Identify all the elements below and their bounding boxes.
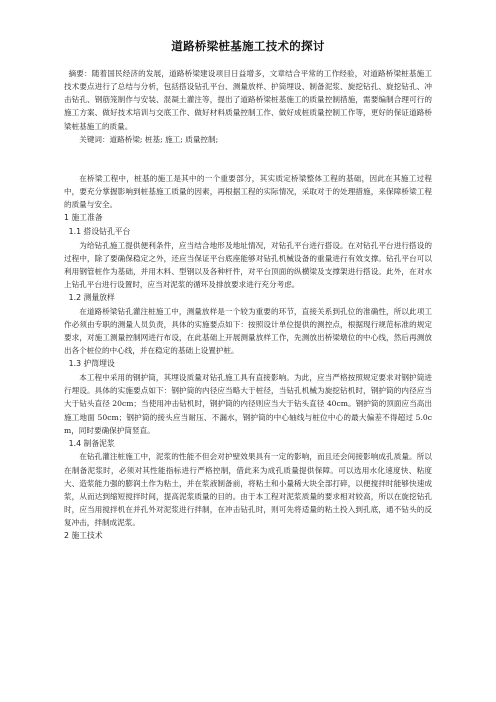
paragraph-1-1: 为给钻孔施工提供便利条件，应当结合地形及地址情况，对钻孔平台进行搭设。在对钻孔平台进行搭设的过程中，除了要确保稳定之外，还应当保证平台底座能够对钻孔机械设备的重量进行有效支撑。钻孔平台可以利用钢管桩作为基础，并用木料、型钢以及各种杆件，对平台顶面的纵横梁及支撑架进行搭设。此外，在对水上钻孔平台进行设置时，应当对泥浆的循环及排放要求进行充分考虑。 <box>64 240 432 290</box>
document-title: 道路桥梁桩基施工技术的探讨 <box>171 39 325 53</box>
paragraph-1-2: 在道路桥梁钻孔灌注桩施工中，测量放样是一个较为重要的环节，直接关系到孔位的准确性，所以此项工作必须由专职的测量人员负责，具体的实施要点如下：按照设计单位提供的测控点，根据现行规范标准的规定要求，对施工测量控制网进行布设，在此基础上开展测量放样工作，先测放出桥梁墩位的中心线，然后再测放出各个桩位的中心线，并在稳定的基础上设置护桩。 <box>64 306 432 356</box>
abstract-paragraph: 摘要：随着国民经济的发展，道路桥梁建设项目日益增多，文章结合平常的工作经验，对道路桥梁桩基施工技术要点进行了总结与分析，包括搭设钻孔平台、测量放样、护筒埋设、制备泥浆、旋挖钻孔、旋挖钻孔、冲击钻孔、钢筋笼制作与安装、混凝土灌注等，提出了道路桥梁桩基施工的质量控制措施，需要编制合理可行的施工方案、做好技术培训与交底工作、做好材料质量控制工作、做好成桩质量控制工作等，更好的保证道路桥梁桩基施工的质量。 <box>64 69 432 131</box>
section-heading-1: 1 施工准备 <box>64 213 103 223</box>
paragraph-1-3: 本工程中采用的钢护筒，其埋设质量对钻孔施工具有直接影响。为此，应当严格按照规定要求对钢护筒进行埋设。具体的实施要点如下：钢护筒的内径应当略大于桩径，当钻孔机械为旋挖钻机时，钢护筒的内径应当大于钻头直径 20cm；当使用冲击钻机时，钢护筒的内径则应当大于钻头直径 40cm。钢护筒的顶面应当高出施工地面 50cm；钢护筒的接头应当耐压、不漏水，钢护筒的中心轴线与桩位中心的最大偏差不得超过 5.0cm，同时要确保护筒竖直。 <box>64 373 432 435</box>
subsection-heading-1-2: 1.2 测量放样 <box>68 293 115 303</box>
subsection-heading-1-1: 1.1 搭设钻孔平台 <box>68 227 131 236</box>
subsection-heading-1-3: 1.3 护筒埋设 <box>68 359 115 369</box>
paragraph-1-4: 在钻孔灌注桩施工中，泥浆的性能不但会对护壁效果具有一定的影响，而且还会间接影响成孔质量。所以在制备泥浆时，必须对其性能指标进行严格控制，借此来为成孔质量提供保障。可以选用水化速度快、粘度大、造浆能力强的膨润土作为粘土，并在浆液制备前，将粘土和小量稀大块全部打碎，以便搅拌时能够快速成浆，从而达到缩短搅拌时间，提高泥浆质量的目的。由于本工程对泥浆质量的要求相对较高，所以在旋挖钻孔时，应当用搅拌机在并孔外对泥浆进行拌制，在冲击钻孔时，则可先将适量的粘土投入到孔底，通不钻头的反复冲击，拌制成泥浆。 <box>64 452 432 528</box>
section-heading-2: 2 施工技术 <box>64 531 103 541</box>
subsection-heading-1-4: 1.4 制备泥浆 <box>68 438 115 448</box>
intro-paragraph: 在桥梁工程中，桩基的施工是其中的一个重要部分，其实质定桥梁整体工程的基础，因此在其施工过程中，要充分掌握影响到桩基施工质量的因素，再根据工程的实际情况，采取对于的处理措施，来保障桥梁工程的质量与安全。 <box>64 173 432 210</box>
keywords-paragraph: 关键词：道路桥梁; 桩基; 施工; 质量控制; <box>79 134 219 144</box>
